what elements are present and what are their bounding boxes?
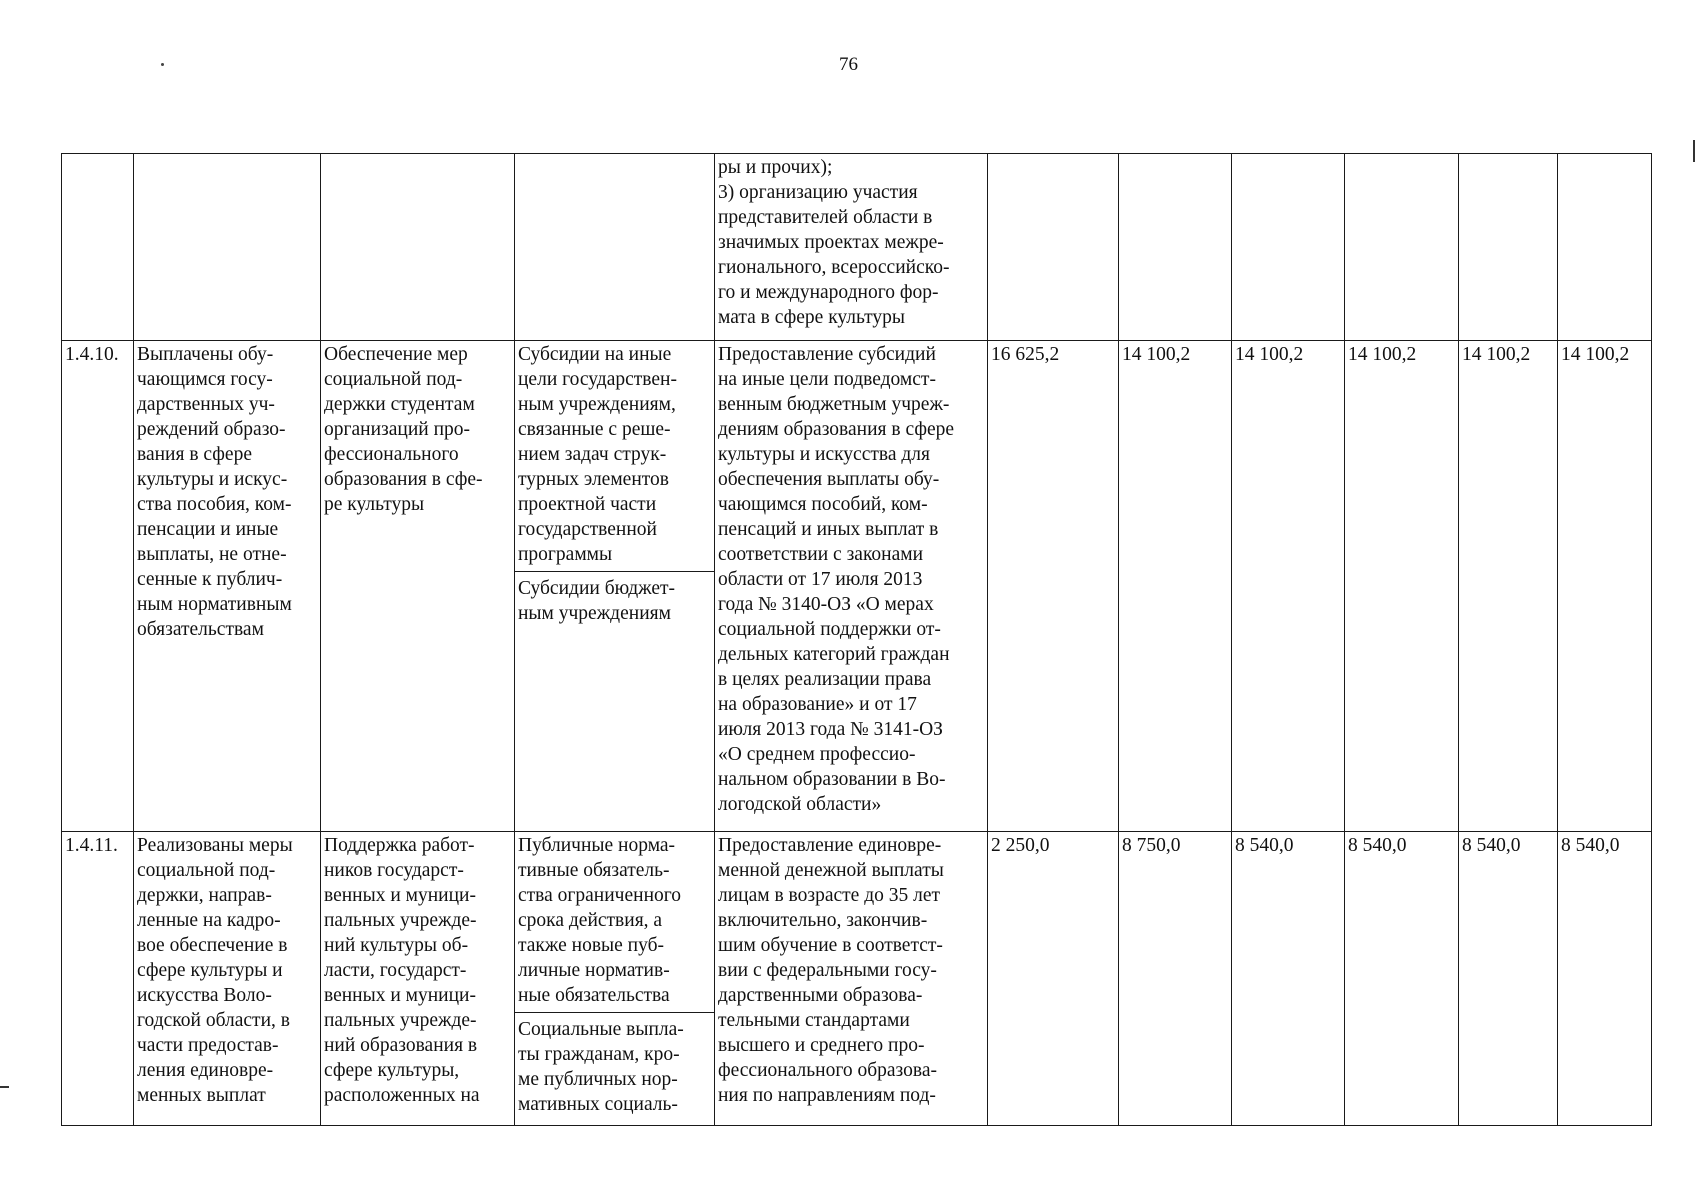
value-cell: 2 250,0 <box>988 832 1119 1126</box>
page-number: 76 <box>839 54 858 75</box>
result-cell: Реализованы меры социальной под- держки, направ- ленные на кадро- вое обеспечение в сфере культуры и искусства Воло- годской области, в части предостав- ления единовре- менных выплат <box>134 832 321 1126</box>
value-cell: 16 625,2 <box>988 341 1119 832</box>
value-cell <box>1459 154 1558 341</box>
expense-type-primary: Субсидии на иные цели государствен- ным учреждениям, связанные с реше- нием задач струк- турных элементов проектной части государственной программы <box>518 344 677 565</box>
description-cell: Предоставление субсидий на иные цели подведомст- венным бюджетным учреж- дениям образования в сфере культуры и искусства для обеспечения выплаты обу- чающимся пособий, ком- пенсаций и иных выплат в соответствии с законами области от 17 июля 2013 года № 3140-ОЗ «О мерах социальной поддержки от- дельных категорий граждан в целях реализации права на образование» и от 17 июля 2013 года № 3141-ОЗ «О среднем профессио- нальном образовании в Во- логодской области» <box>715 341 988 832</box>
expense-type-secondary: Социальные выпла- ты гражданам, кро- ме публичных нор- мативных социаль- <box>515 1012 714 1117</box>
value-cell: 14 100,2 <box>1232 341 1345 832</box>
expense-type-cell <box>515 341 715 832</box>
row-id-cell: 1.4.11. <box>62 832 134 1126</box>
value-cell <box>1558 154 1652 341</box>
scan-edge-mark-right <box>1693 140 1695 162</box>
expense-type-primary: Публичные норма- тивные обязатель- ства ограниченного срока действия, а также новые пуб- личные норматив- ные обязательства <box>518 835 682 1006</box>
value-cell: 14 100,2 <box>1119 341 1232 832</box>
value-cell: 8 750,0 <box>1119 832 1232 1126</box>
value-cell <box>1119 154 1232 341</box>
value-cell: 14 100,2 <box>1459 341 1558 832</box>
result-cell <box>134 154 321 341</box>
budget-table <box>61 153 1652 1126</box>
table-row <box>62 832 1652 1126</box>
scan-speck <box>161 63 164 66</box>
value-cell: 14 100,2 <box>1345 341 1459 832</box>
value-cell <box>1345 154 1459 341</box>
value-cell: 8 540,0 <box>1459 832 1558 1126</box>
measure-cell: Поддержка работ- ников государст- венных и муници- пальных учрежде- ний культуры об- ласти, государст- венных и муници- пальных учрежде- ний образования в сфере культуры, расположенных на <box>321 832 515 1126</box>
row-id-cell <box>62 154 134 341</box>
row-id-cell: 1.4.10. <box>62 341 134 832</box>
table-row <box>62 154 1652 341</box>
value-cell: 14 100,2 <box>1558 341 1652 832</box>
expense-type-secondary: Субсидии бюджет- ным учреждениям <box>515 571 714 626</box>
result-cell: Выплачены обу- чающимся госу- дарственных уч- реждений образо- вания в сфере культуры и искус- ства пособия, ком- пенсации и иные выплаты, не отне- сенные к публич- ным нормативным обязательствам <box>134 341 321 832</box>
expense-type-cell <box>515 154 715 341</box>
description-cell: ры и прочих); 3) организацию участия представителей области в значимых проектах межре- гионального, всероссийско- го и международного фор- мата в сфере культуры <box>715 154 988 341</box>
scan-edge-mark-left <box>0 1086 9 1088</box>
measure-cell: Обеспечение мер социальной под- держки студентам организаций про- фессионального образования в сфе- ре культуры <box>321 341 515 832</box>
measure-cell <box>321 154 515 341</box>
description-cell: Предоставление единовре- менной денежной выплаты лицам в возрасте до 35 лет включительно, закончив- шим обучение в соответст- вии с федеральными госу- дарственными образова- тельными стандартами высшего и среднего про- фессионального образова- ния по направлениям под- <box>715 832 988 1126</box>
expense-type-cell <box>515 832 715 1126</box>
value-cell: 8 540,0 <box>1558 832 1652 1126</box>
value-cell <box>988 154 1119 341</box>
value-cell: 8 540,0 <box>1232 832 1345 1126</box>
value-cell <box>1232 154 1345 341</box>
value-cell: 8 540,0 <box>1345 832 1459 1126</box>
table-row <box>62 341 1652 832</box>
